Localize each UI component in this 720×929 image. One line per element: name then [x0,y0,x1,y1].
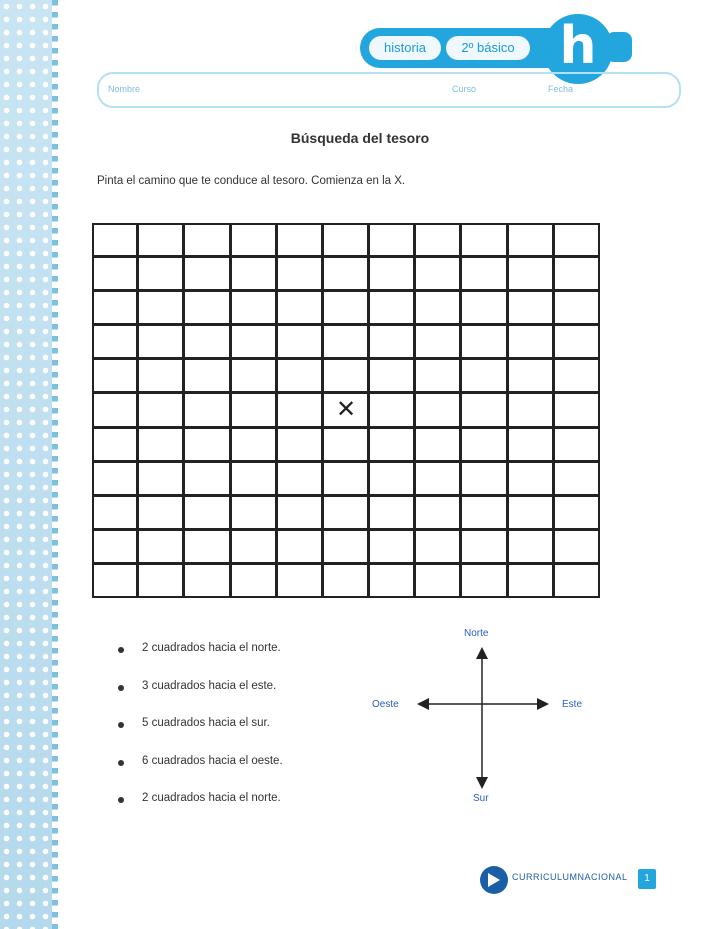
bullet-icon [118,685,124,691]
grid-cell[interactable] [507,495,554,530]
grid-cell[interactable] [368,223,415,257]
grid-cell[interactable] [460,495,507,530]
subject-tag: historia [369,36,441,60]
grid-cell[interactable] [460,529,507,564]
grid-cell[interactable] [414,495,461,530]
grid-cell[interactable] [183,529,230,564]
date-field-label: Fecha [548,84,574,94]
grid-cell[interactable] [368,392,415,427]
grid-cell[interactable] [92,563,138,598]
grid-cell[interactable] [137,563,184,598]
grid-cell[interactable] [137,495,184,530]
grid-cell[interactable] [183,358,230,393]
grid-cell[interactable] [276,563,323,598]
grid-cell[interactable] [276,324,323,359]
grid-cell[interactable] [183,290,230,325]
grid-cell[interactable] [230,529,277,564]
grid-cell[interactable] [414,427,461,462]
grid-cell[interactable] [276,392,323,427]
grid-cell[interactable] [460,563,507,598]
logo-letter: h [559,16,597,76]
grid-cell[interactable] [183,427,230,462]
grid-cell[interactable] [460,223,507,257]
grid-cell[interactable] [230,324,277,359]
grid-cell[interactable] [183,495,230,530]
grid-cell[interactable] [183,392,230,427]
grid-cell[interactable] [507,358,554,393]
grid-cell[interactable] [92,358,138,393]
grid-cell[interactable] [553,358,600,393]
grid-cell[interactable] [92,223,138,257]
compass-east-label: Este [562,699,583,710]
grid-cell[interactable] [276,529,323,564]
grid-cell[interactable] [276,256,323,291]
grid-cell[interactable] [183,324,230,359]
grid-cell[interactable] [322,427,369,462]
grid-cell[interactable] [460,427,507,462]
grid-cell[interactable] [276,495,323,530]
grid-cell[interactable] [322,563,369,598]
grid-cell[interactable] [553,256,600,291]
grid-cell[interactable] [414,256,461,291]
page-number: 1 [638,869,656,889]
grid-cell[interactable] [553,324,600,359]
grid-cell[interactable] [92,495,138,530]
grid-cell[interactable] [322,223,369,257]
compass-rose-icon [410,640,560,790]
direction-text: 2 cuadrados hacia el norte. [142,792,281,804]
grid-cell[interactable] [322,529,369,564]
grid-cell[interactable] [507,324,554,359]
grid-cell[interactable] [368,290,415,325]
grid-cell[interactable] [507,427,554,462]
grid-cell[interactable] [137,223,184,257]
grid-cell[interactable] [553,223,600,257]
grid-cell[interactable] [276,290,323,325]
grid-cell[interactable] [414,461,461,496]
grid-cell[interactable] [368,358,415,393]
grade-tag: 2º básico [446,36,530,60]
footer-brand: CURRICULUMNACIONAL [512,872,628,882]
treasure-grid [92,223,600,598]
grid-cell[interactable] [507,461,554,496]
grid-cell[interactable] [414,290,461,325]
grid-cell[interactable] [322,256,369,291]
grid-cell[interactable] [137,324,184,359]
grid-cell[interactable] [553,529,600,564]
grid-cell[interactable] [553,290,600,325]
grid-cell[interactable] [460,461,507,496]
grid-cell[interactable] [553,563,600,598]
grid-cell[interactable] [230,392,277,427]
grid-cell[interactable] [553,427,600,462]
grid-cell[interactable] [183,461,230,496]
grid-cell[interactable] [414,358,461,393]
grid-cell[interactable] [460,256,507,291]
grid-cell[interactable] [322,461,369,496]
grid-cell[interactable] [553,392,600,427]
grid-cell[interactable] [230,427,277,462]
name-field-label: Nombre [108,84,141,94]
compass-west-label: Oeste [372,699,399,710]
grid-cell[interactable] [276,358,323,393]
grid-cell[interactable] [414,392,461,427]
play-icon [488,873,500,887]
direction-text: 3 cuadrados hacia el este. [142,679,277,692]
grid-cell[interactable] [368,461,415,496]
grid-cell[interactable] [368,529,415,564]
student-info-bar [97,72,681,108]
grid-cell[interactable] [414,529,461,564]
direction-text: 2 cuadrados hacia el norte. [142,642,281,654]
grid-cell[interactable] [322,290,369,325]
grid-cell[interactable] [230,495,277,530]
grid-cell[interactable] [92,392,138,427]
grid-cell[interactable] [322,324,369,359]
grid-cell[interactable] [137,256,184,291]
grid-cell[interactable] [322,358,369,393]
grid-cell[interactable] [137,461,184,496]
grid-cell[interactable] [322,495,369,530]
grid-cell[interactable] [507,563,554,598]
grid-cell[interactable] [230,290,277,325]
page-title: Búsqueda del tesoro [290,130,430,146]
grid-cell[interactable] [460,392,507,427]
grid-cell[interactable] [92,324,138,359]
grid-cell[interactable] [92,461,138,496]
grid-cell[interactable] [553,495,600,530]
grid-cell[interactable] [183,223,230,257]
bullet-icon [118,797,124,803]
grid-cell[interactable] [460,358,507,393]
instructions-text: Pinta el camino que te conduce al tesoro. Comienza en la X. [97,175,406,187]
grid-cell[interactable] [414,324,461,359]
grid-cell[interactable] [230,256,277,291]
compass-south-label: Sur [473,793,489,804]
grid-cell[interactable] [368,256,415,291]
grid-cell[interactable] [414,563,461,598]
course-field-label: Curso [452,84,477,94]
bullet-icon [118,760,124,766]
grid-cell[interactable] [92,427,138,462]
start-x-mark: ✕ [336,394,357,423]
direction-text: 6 cuadrados hacia el oeste. [142,754,283,767]
grid-cell[interactable] [553,461,600,496]
grid-cell[interactable] [507,256,554,291]
grid-cell[interactable] [230,223,277,257]
grid-cell[interactable] [460,324,507,359]
grid-cell[interactable] [183,563,230,598]
grid-cell[interactable] [368,495,415,530]
grid-cell[interactable] [137,358,184,393]
grid-cell[interactable] [507,223,554,257]
grid-cell[interactable] [230,563,277,598]
grid-cell[interactable] [137,392,184,427]
grid-cell[interactable] [92,290,138,325]
grid-cell[interactable] [276,427,323,462]
grid-cell[interactable] [137,290,184,325]
grid-cell[interactable] [368,427,415,462]
grid-cell[interactable] [92,256,138,291]
grid-cell[interactable] [368,324,415,359]
grid-cell[interactable] [414,223,461,257]
bullet-icon [118,722,124,728]
grid-cell[interactable] [460,290,507,325]
grid-cell[interactable] [230,461,277,496]
bullet-icon [118,647,124,653]
grid-cell[interactable] [92,529,138,564]
grid-cell[interactable] [368,563,415,598]
grid-cell[interactable] [507,290,554,325]
grid-cell[interactable] [276,461,323,496]
grid-cell[interactable] [137,529,184,564]
grid-cell[interactable] [507,392,554,427]
grid-cell[interactable] [137,427,184,462]
grid-cell[interactable] [276,223,323,257]
compass-north-label: Norte [464,628,489,639]
grid-cell[interactable] [183,256,230,291]
grid-cell[interactable] [230,358,277,393]
grid-cell[interactable] [507,529,554,564]
direction-text: 5 cuadrados hacia el sur. [142,717,270,729]
